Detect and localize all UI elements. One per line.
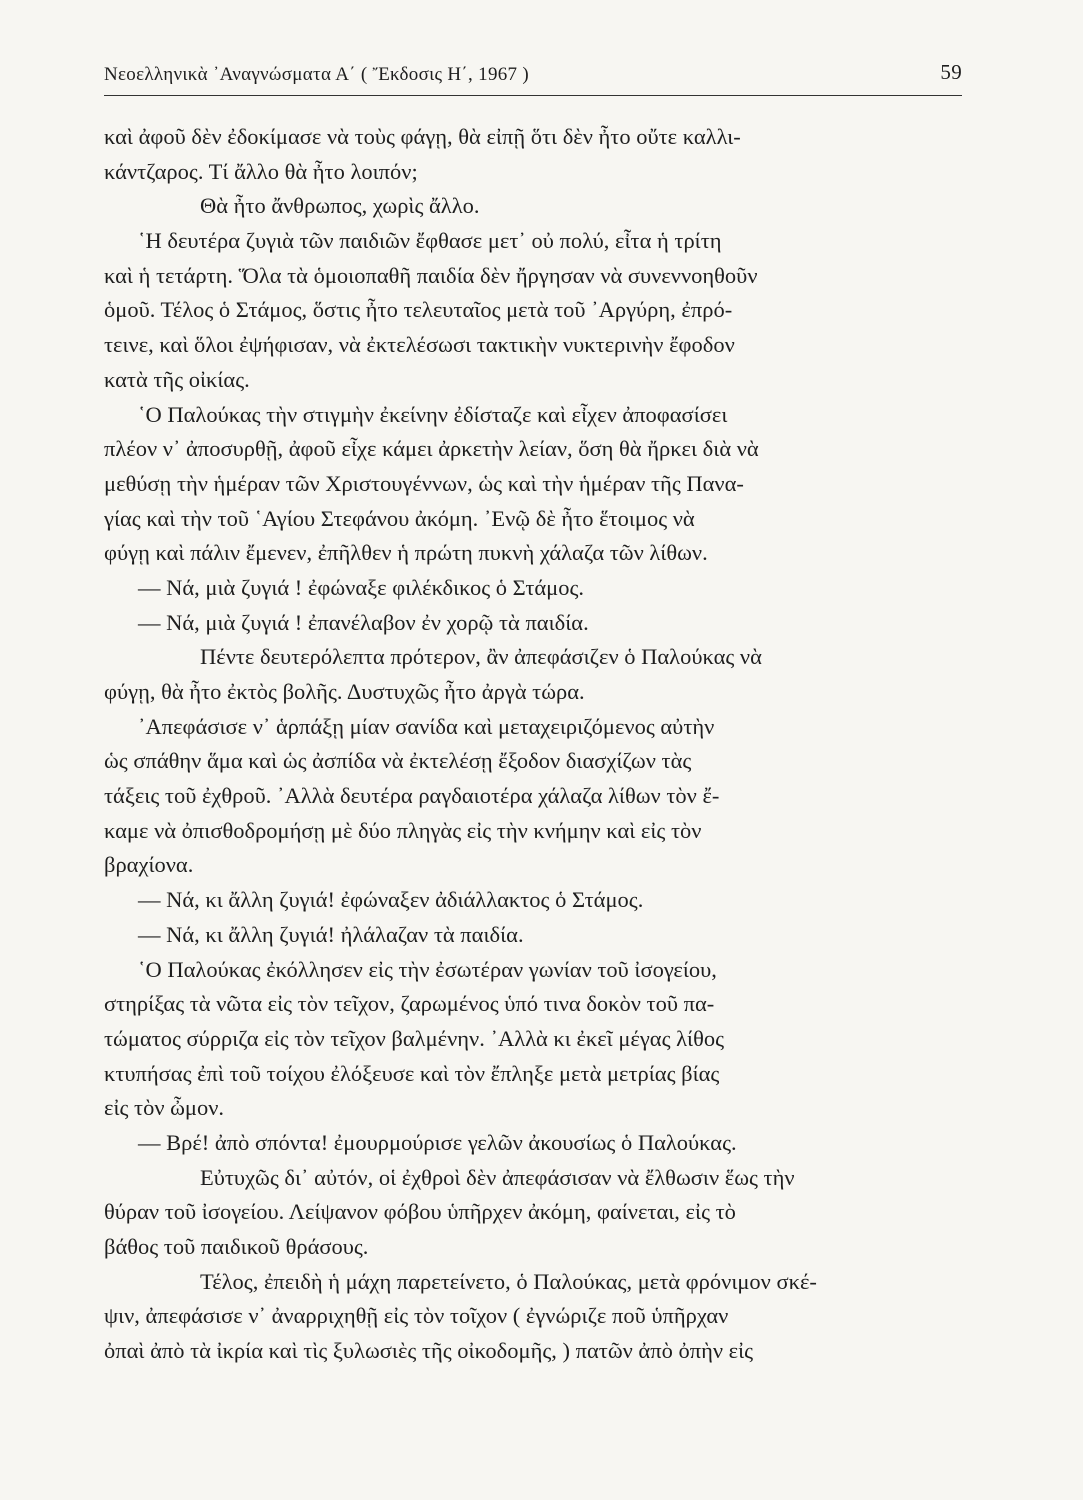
text-line: τεινε, καὶ ὅλοι ἐψήφισαν, νὰ ἐκτελέσωσι τακτικὴν νυκτερινὴν ἔφοδον — [104, 332, 735, 358]
text-line: τώματος σύρριζα εἰς τὸν τεῖχον βαλμένην. ᾿Αλλὰ κι ἐκεῖ μέγας λίθος — [104, 1025, 725, 1051]
text-line: καμε νὰ ὀπισθοδρομήσῃ μὲ δύο πληγὰς εἰς τὴν κνήμην καὶ εἰς τὸν — [104, 817, 702, 843]
text-line: θύραν τοῦ ἰσογείου. Λείψανον φόβου ὑπῆρχεν ἀκόμη, φαίνεται, εἰς τὸ — [104, 1199, 736, 1225]
text-line: κάντζαρος. Τί ἄλλο θὰ ἦτο λοιπόν; — [104, 158, 418, 184]
text-line: πλέον ν᾿ ἀποσυρθῇ, ἀφοῦ εἶχε κάμει ἀρκετὴν λείαν, ὅση θὰ ἤρκει διὰ νὰ — [104, 436, 759, 462]
text-line: Θὰ ἦτο ἄνθρωπος, χωρὶς ἄλλο. — [200, 193, 480, 219]
text-line: τάξεις τοῦ ἐχθροῦ. ᾿Αλλὰ δευτέρα ραγδαιοτέρα χάλαζα λίθων τὸν ἔ- — [104, 783, 720, 809]
text-line: φύγῃ καὶ πάλιν ἔμενεν, ἐπῆλθεν ἡ πρώτη πυκνὴ χάλαζα τῶν λίθων. — [104, 540, 708, 566]
text-line: φύγῃ, θὰ ἦτο ἐκτὸς βολῆς. Δυστυχῶς ἦτο ἀργὰ τώρα. — [104, 679, 585, 704]
text-line: Εὐτυχῶς δι᾿ αὐτόν, οἱ ἐχθροὶ δὲν ἀπεφάσισαν νὰ ἔλθωσιν ἕως τὴν — [200, 1164, 795, 1190]
text-line: μεθύσῃ τὴν ἡμέραν τῶν Χριστουγέννων, ὡς καὶ τὴν ἡμέραν τῆς Πανα- — [104, 470, 744, 496]
text-line: ῾Η δευτέρα ζυγιὰ τῶν παιδιῶν ἔφθασε μετ᾿ οὐ πολύ, εἶτα ἡ τρίτη — [138, 228, 722, 254]
text-line: — Νά, κι ἄλλη ζυγιά! ἐφώναξεν ἀδιάλλακτος ὁ Στάμος. — [138, 887, 644, 913]
body-text — [104, 120, 980, 1369]
text-line: ῾Ο Παλούκας τὴν στιγμὴν ἐκείνην ἐδίσταζε καὶ εἶχεν ἀποφασίσει — [138, 401, 728, 427]
header-rule — [104, 95, 962, 96]
text-line: στηρίξας τὰ νῶτα εἰς τὸν τεῖχον, ζαρωμένος ὑπό τινα δοκὸν τοῦ πα- — [104, 991, 715, 1017]
text-line: ὡς σπάθην ἅμα καὶ ὡς ἀσπίδα νὰ ἐκτελέσῃ ἔξοδον διασχίζων τὰς — [104, 748, 692, 774]
text-line: ὁμοῦ. Τέλος ὁ Στάμος, ὅστις ἦτο τελευταῖος μετὰ τοῦ ᾿Αργύρη, ἐπρό- — [104, 297, 733, 323]
text-line: — Νά, μιὰ ζυγιά ! ἐπανέλαβον ἐν χορῷ τὰ παιδία. — [138, 609, 589, 635]
text-line: — Βρέ! ἀπὸ σπόντα! ἐμουρμούρισε γελῶν ἀκουσίως ὁ Παλούκας. — [138, 1129, 737, 1155]
text-line: — Νά, μιὰ ζυγιά ! ἐφώναξε φιλέκδικος ὁ Στάμος. — [138, 574, 585, 600]
running-header — [104, 60, 962, 90]
text-line: ῾Ο Παλούκας ἐκόλλησεν εἰς τὴν ἐσωτέραν γωνίαν τοῦ ἰσογείου, — [138, 956, 717, 982]
text-line: γίας καὶ τὴν τοῦ ῾Αγίου Στεφάνου ἀκόμη. ᾿Ενῷ δὲ ἦτο ἕτοιμος νὰ — [104, 505, 695, 531]
text-line: ὀπαὶ ἀπὸ τὰ ἰκρία καὶ τὶς ξυλωσιὲς τῆς οἰκοδομῆς, ) πατῶν ἀπὸ ὀπὴν εἰς — [104, 1338, 754, 1364]
text-line: Πέντε δευτερόλεπτα πρότερον, ἂν ἀπεφάσιζεν ὁ Παλούκας νὰ — [200, 644, 762, 670]
text-line: κτυπήσας ἐπὶ τοῦ τοίχου ἐλόξευσε καὶ τὸν ἔπληξε μετὰ μετρίας βίας — [104, 1060, 720, 1086]
text-line: ᾿Απεφάσισε ν᾿ ἁρπάξῃ μίαν σανίδα καὶ μεταχειριζόμενος αὐτὴν — [138, 713, 715, 739]
text-line: βάθος τοῦ παιδικοῦ θράσους. — [104, 1234, 369, 1259]
text-line: Τέλος, ἐπειδὴ ἡ μάχη παρετείνετο, ὁ Παλούκας, μετὰ φρόνιμον σκέ- — [200, 1268, 817, 1294]
text-line: εἰς τὸν ὦμον. — [104, 1095, 225, 1121]
header-title: Νεοελληνικὰ ᾿Αναγνώσματα Α΄ ( Ἔκδοσις Η΄, 1967 ) — [104, 64, 530, 85]
text-line: καὶ ἡ τετάρτη. Ὅλα τὰ ὁμοιοπαθῆ παιδία δὲν ἤργησαν νὰ συνεννοηθοῦν — [104, 262, 758, 288]
text-line: — Νά, κι ἄλλη ζυγιά! ἠλάλαζαν τὰ παιδία. — [138, 921, 524, 947]
text-line: κατὰ τῆς οἰκίας. — [104, 366, 250, 392]
text-line: ψιν, ἀπεφάσισε ν᾿ ἀναρριχηθῇ εἰς τὸν τοῖχον ( ἐγνώριζε ποῦ ὑπῆρχαν — [104, 1303, 729, 1329]
text-line: καὶ ἀφοῦ δὲν ἐδοκίμασε νὰ τοὺς φάγῃ, θὰ εἰπῇ ὅτι δὲν ἦτο οὔτε καλλι- — [104, 124, 741, 149]
page-number: 59 — [940, 60, 962, 84]
text-line: βραχίονα. — [104, 852, 194, 878]
